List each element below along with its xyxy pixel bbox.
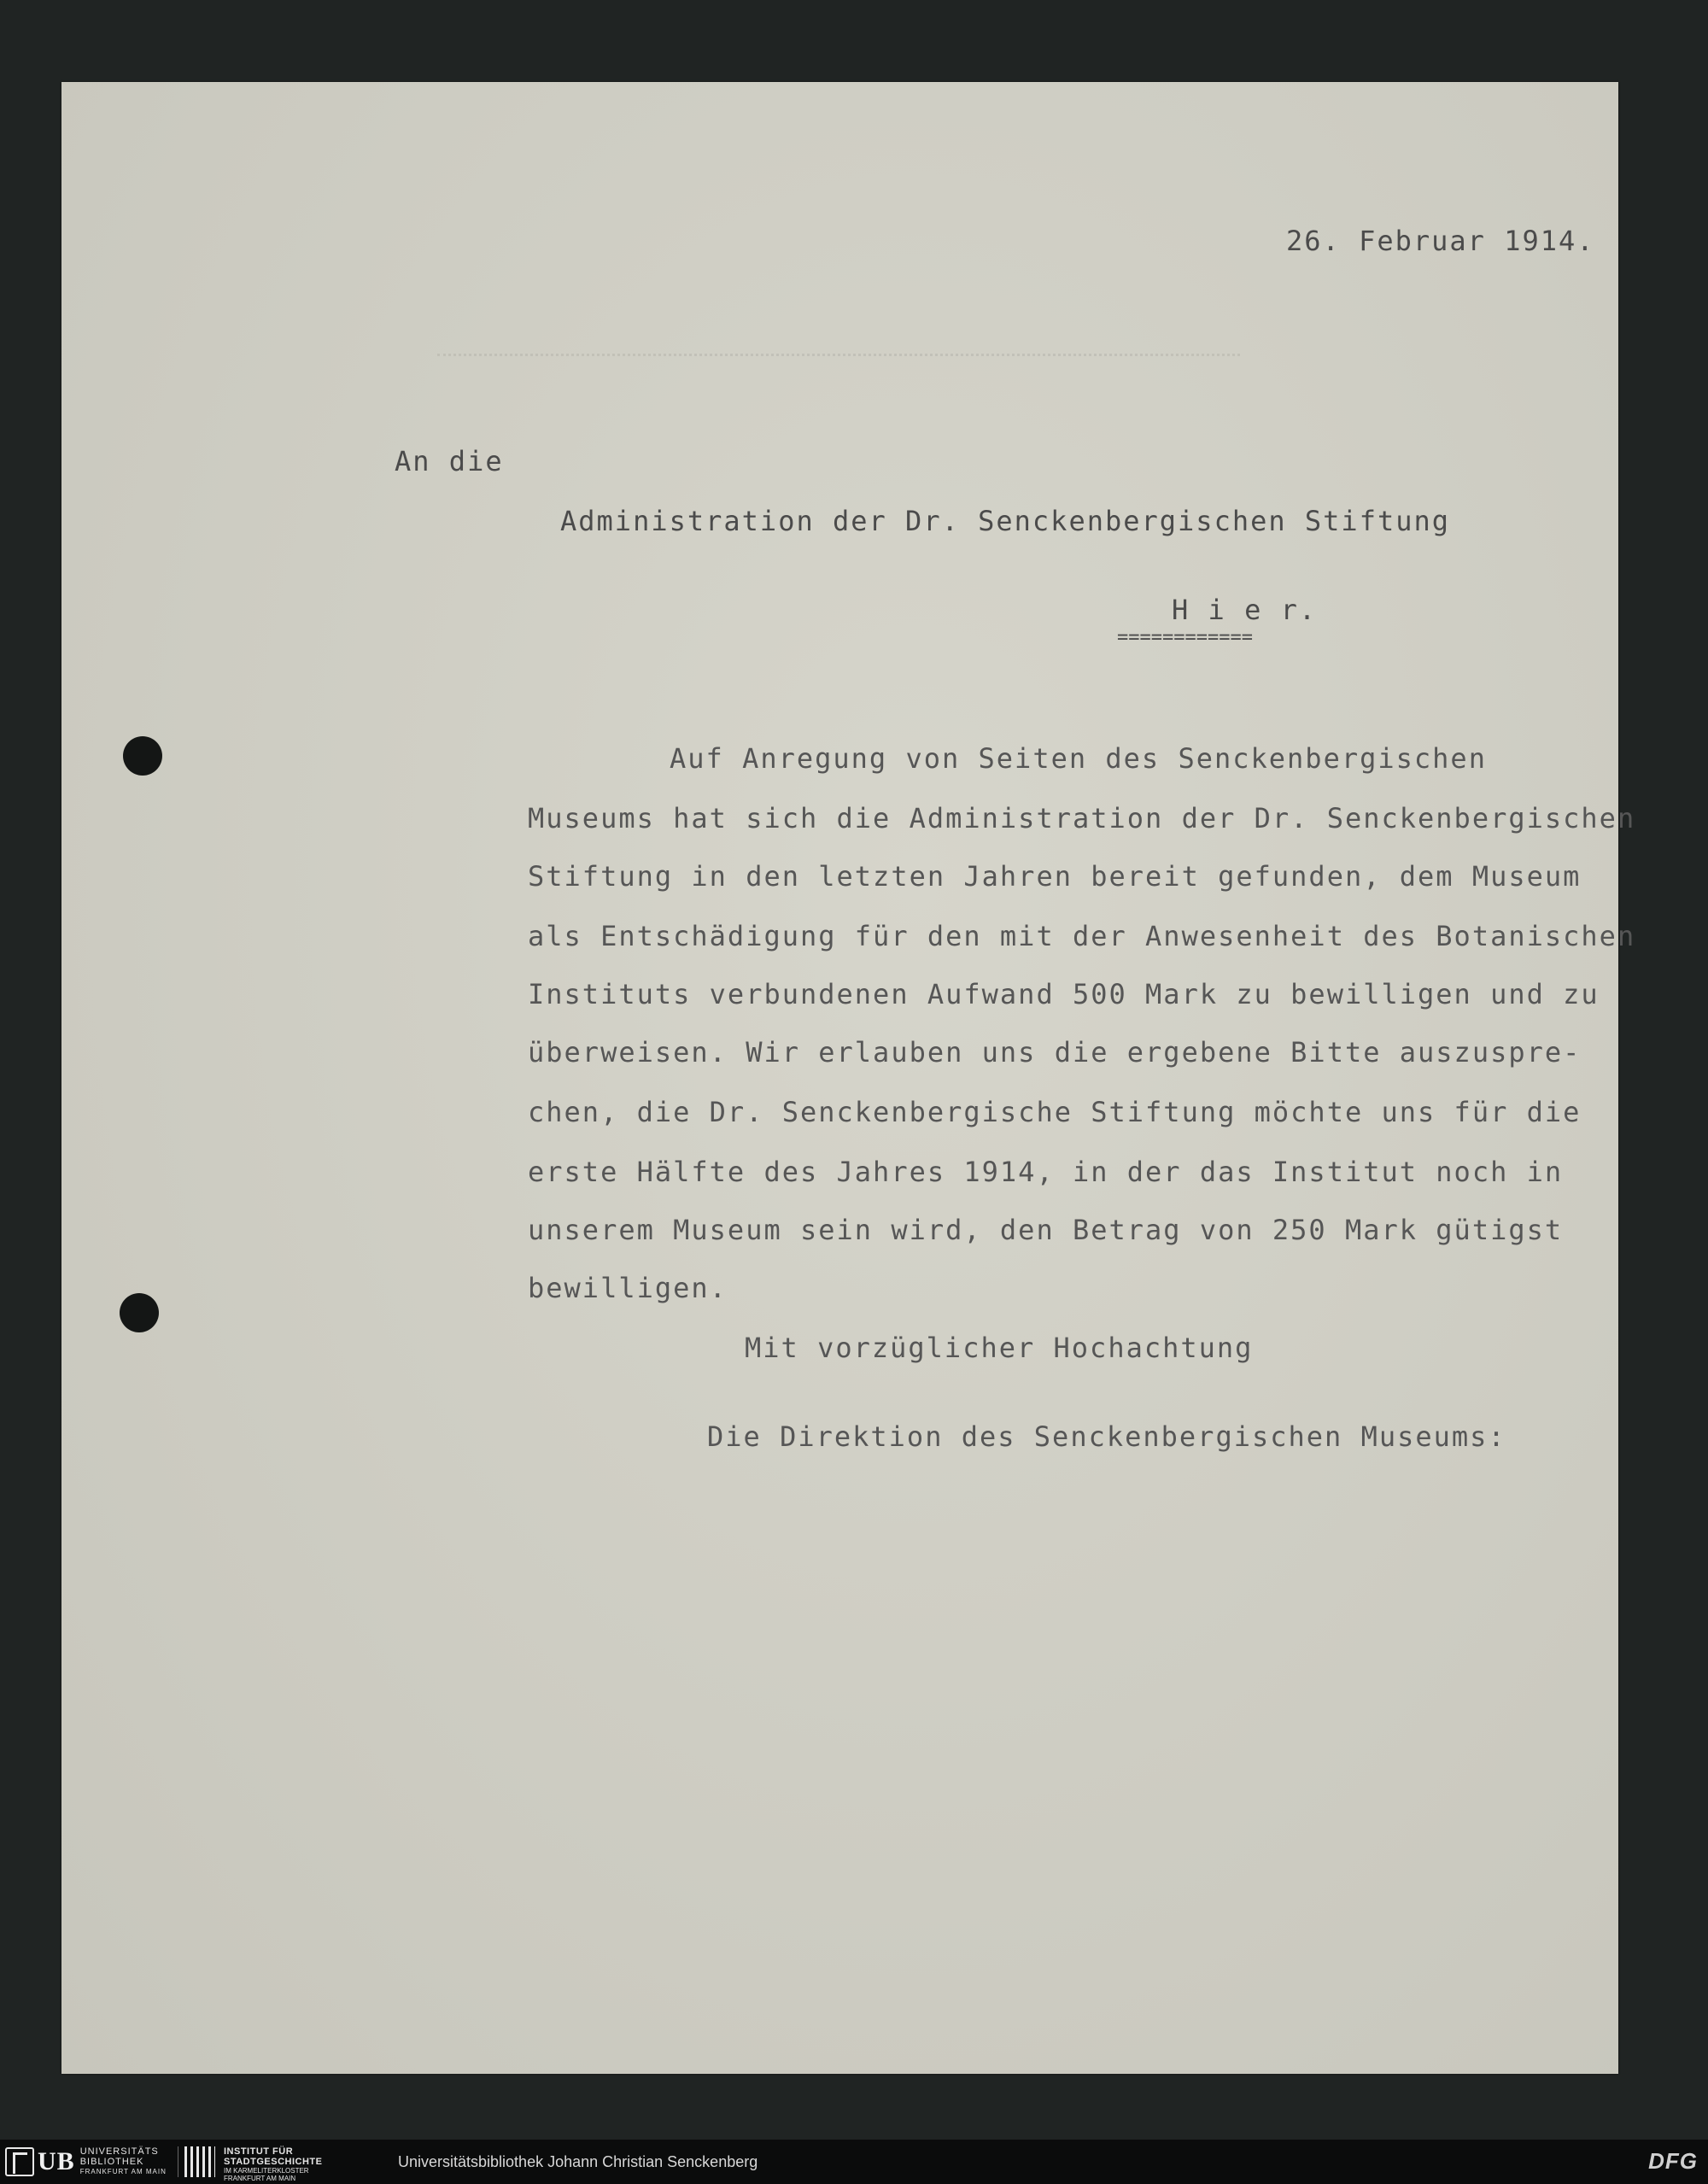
signature-line: Die Direktion des Senckenbergischen Museums: <box>707 1420 1506 1453</box>
dfg-logo[interactable]: DFG <box>1648 2148 1698 2174</box>
location-line: H i e r. <box>1172 594 1318 626</box>
recipient-line: Administration der Dr. Senckenbergischen Stiftung <box>560 505 1451 537</box>
location-underline: ============ <box>1117 627 1253 648</box>
isg-logo-text[interactable] <box>224 2146 322 2182</box>
body-line: Museums hat sich die Administration der Dr. Senckenbergischen <box>528 802 1636 834</box>
ub-text-line: FRANKFURT AM MAIN <box>79 2168 167 2175</box>
body-line: Stiftung in den letzten Jahren bereit gefunden, dem Museum <box>528 860 1582 893</box>
body-line: Instituts verbundenen Aufwand 500 Mark zu bewilligen und zu <box>528 978 1600 1010</box>
letter-page <box>61 82 1636 2074</box>
body-line: überweisen. Wir erlauben uns die ergebene Bitte auszuspre- <box>528 1036 1582 1069</box>
body-line: unserem Museum sein wird, den Betrag von 250 Mark gütigst <box>528 1214 1564 1246</box>
library-name: Universitätsbibliothek Johann Christian Senckenberg <box>398 2153 758 2170</box>
body-line: Auf Anregung von Seiten des Senckenbergischen <box>670 742 1487 775</box>
body-line: chen, die Dr. Senckenbergische Stiftung möchte uns für die <box>528 1096 1582 1128</box>
body-line: erste Hälfte des Jahres 1914, in der das Institut noch in <box>528 1156 1564 1188</box>
viewer-footer <box>0 2140 1708 2184</box>
ub-text <box>80 2146 167 2177</box>
ub-library-icon <box>5 2147 34 2176</box>
isg-columns-icon <box>184 2146 215 2177</box>
ub-mark: UB <box>38 2147 75 2175</box>
body-line: bewilligen. <box>528 1272 728 1304</box>
punch-hole-top <box>123 736 162 776</box>
letter-date: 26. Februar 1914. <box>1286 225 1595 257</box>
isg-text-line: IM KARMELITERKLOSTER <box>224 2167 309 2175</box>
isg-text-line: INSTITUT FÜR <box>224 2146 294 2157</box>
closing-line: Mit vorzüglicher Hochachtung <box>745 1332 1254 1364</box>
body-line: als Entschädigung für den mit der Anwesenheit des Botanischen <box>528 920 1636 952</box>
isg-text-line: FRANKFURT AM MAIN <box>224 2175 296 2182</box>
punch-hole-bottom <box>120 1293 159 1332</box>
ub-text-line: BIBLIOTHEK <box>79 2157 144 2167</box>
salutation-prefix: An die <box>395 445 504 477</box>
ub-text-line: UNIVERSITÄTS <box>79 2146 159 2157</box>
ub-logo[interactable] <box>5 2146 167 2177</box>
isg-text-line: STADTGESCHICHTE <box>224 2157 323 2167</box>
faint-strikeout-line <box>437 354 1240 361</box>
